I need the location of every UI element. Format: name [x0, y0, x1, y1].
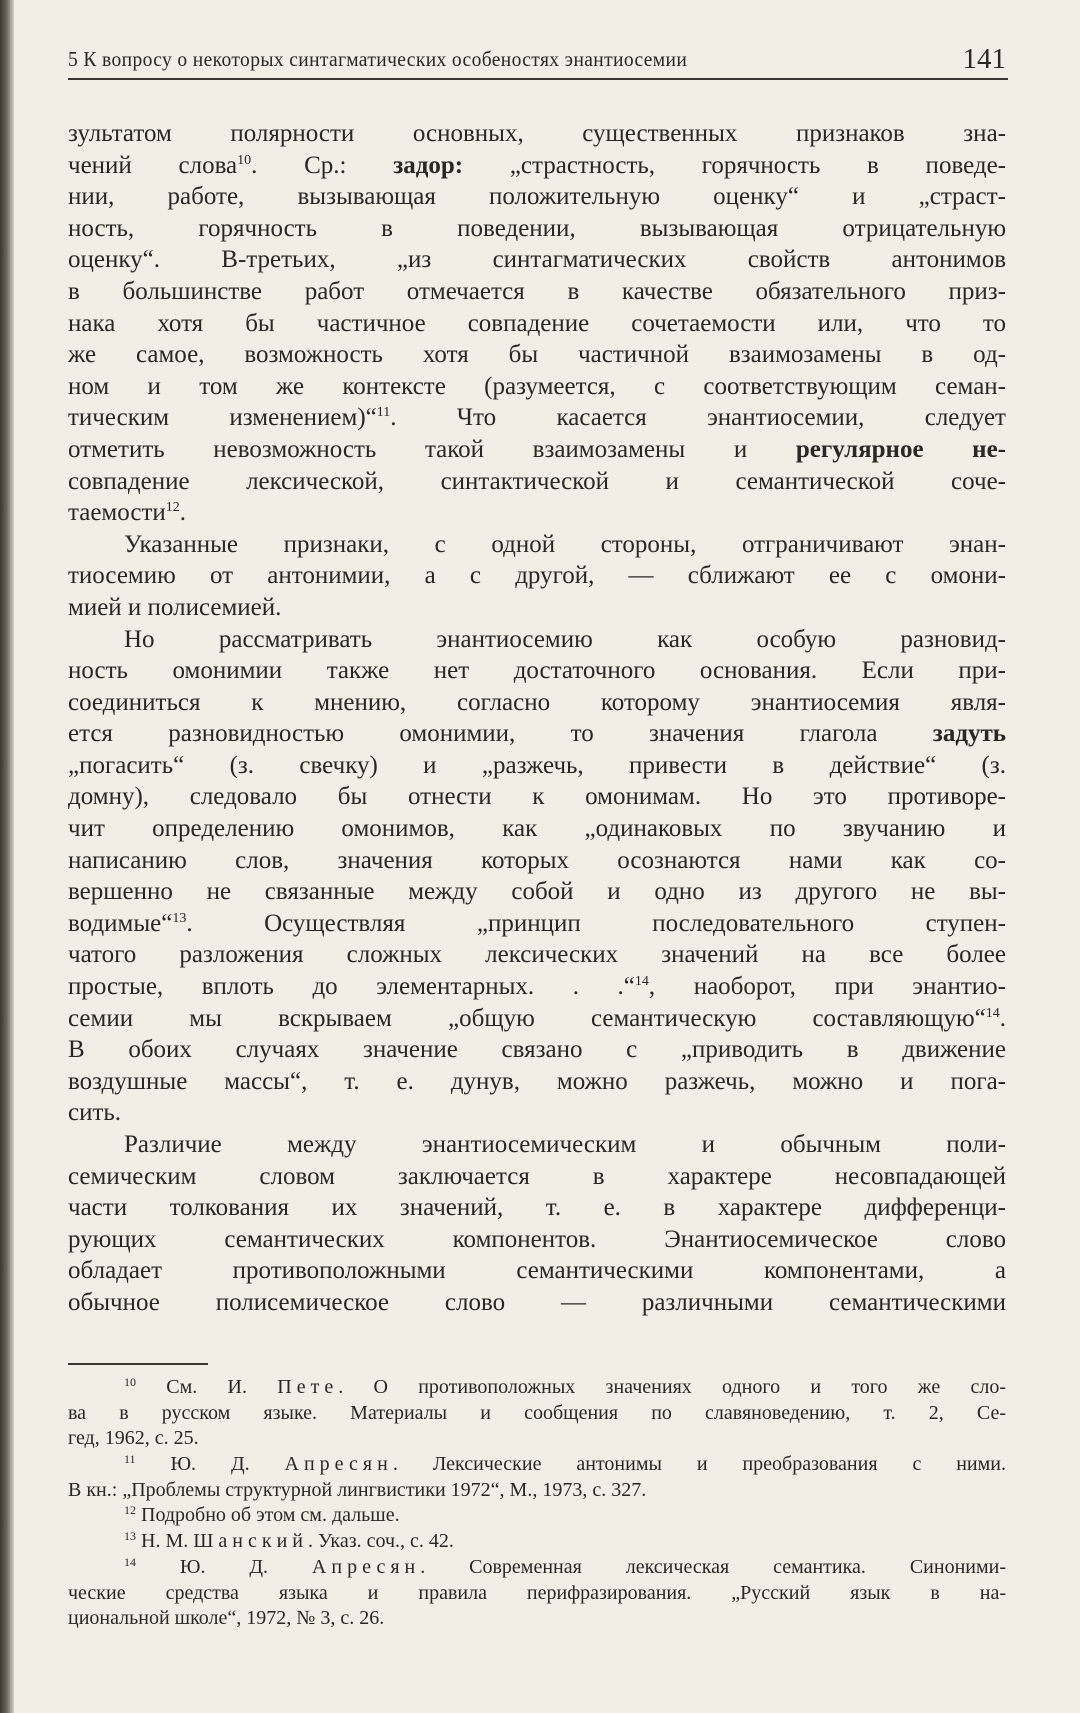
text-segment: . Что касается энантиосемии, следует: [390, 404, 1006, 432]
footnote-reference: 12: [124, 1503, 136, 1518]
text-line: [68, 1003, 1006, 1035]
footnote-reference: 14: [124, 1554, 136, 1569]
text-segment: оценку“. В-третьих, „из синтагматических свойств антонимов: [68, 246, 1006, 274]
text-line: [68, 276, 1006, 308]
bold-term: задор:: [393, 151, 464, 179]
text-segment: . О противоположных значениях одного и того же сло-: [338, 1376, 1006, 1398]
text-line: [68, 1129, 1006, 1161]
text-line: [68, 655, 1006, 687]
text-segment: . Осуществляя „принцип последовательного ступен-: [186, 909, 1006, 937]
text-segment: . Указ. соч., с. 42.: [308, 1530, 454, 1553]
text-segment: циональной школе“, 1972, № 3, с. 26.: [68, 1607, 385, 1630]
footnote-reference: 14: [634, 974, 649, 990]
text-segment: Апресян: [284, 1453, 393, 1476]
text-segment: отметить невозможность такой взаимозамены и: [68, 435, 796, 463]
text-segment: соединиться к мнению, согласно которому энантиосемия явля-: [68, 688, 1006, 716]
text-line: [68, 497, 1006, 529]
text-line: [68, 371, 1006, 403]
text-segment: Ю. Д.: [136, 1555, 312, 1578]
text-segment: Апресян: [311, 1555, 421, 1578]
text-segment: .: [179, 499, 187, 527]
text-segment: части толкования их значений, т. е. в характере дифференци-: [68, 1194, 1006, 1222]
footnote-separator: [68, 1363, 208, 1365]
text-segment: чит определению омонимов, как „одинаковых по звучанию и: [68, 815, 1006, 843]
text-line: [68, 560, 1006, 592]
text-segment: семии мы вскрываем „общую семантическую составляющую“: [68, 1004, 986, 1032]
text-line: [68, 813, 1006, 845]
text-segment: , наоборот, при энантио-: [648, 973, 1006, 1001]
text-segment: ческие средства языка и правила перифразирования. „Русский язык в на-: [68, 1581, 1006, 1604]
footnote-reference: 11: [376, 405, 391, 421]
footnote-line: [68, 1426, 1006, 1452]
text-line: [68, 244, 1006, 276]
text-segment: . Ср.:: [251, 151, 394, 179]
text-segment: ность, горячность в поведении, вызывающая отрицательную: [68, 214, 1006, 242]
text-line: [68, 876, 1006, 908]
text-segment: В обоих случаях значение связано с „приводить в движение: [68, 1036, 1006, 1064]
footnote-line: [68, 1555, 1006, 1581]
text-segment: зультатом полярности основных, существенных признаков зна-: [68, 120, 1006, 147]
text-segment: семическим словом заключается в характере несовпадающей: [68, 1162, 1006, 1190]
text-line: [68, 1097, 1006, 1129]
text-segment: тиосемию от антонимии, а с другой, — сближают ее с омони-: [68, 562, 1006, 590]
text-line: [68, 971, 1006, 1003]
text-segment: же самое, возможность хотя бы частичной взаимозамены в од-: [68, 341, 1006, 369]
text-segment: „страстность, горячность в поведе-: [463, 151, 1006, 179]
text-segment: мией и полисемией.: [68, 593, 282, 621]
footnote-reference: 11: [124, 1452, 136, 1467]
text-segment: нии, работе, вызывающая положительную оценку“ и „страст-: [68, 183, 1006, 211]
footnote-line: [68, 1581, 1006, 1607]
text-line: [68, 1034, 1006, 1066]
footnote-reference: 12: [165, 500, 180, 516]
text-segment: тическим изменением)“: [68, 404, 377, 432]
text-segment: домну), следовало бы отнести к омонимам. Но это противоре-: [68, 783, 1006, 811]
main-text: [68, 118, 1006, 1319]
footnote-line: [68, 1401, 1006, 1427]
text-segment: водимые“: [68, 909, 173, 937]
footnote-reference: 13: [124, 1529, 136, 1544]
text-line: [68, 529, 1006, 561]
text-segment: . Современная лексическая семантика. Синоними-: [420, 1555, 1006, 1578]
text-segment: гед, 1962, с. 25.: [68, 1427, 199, 1450]
text-line: [68, 592, 1006, 624]
text-segment: в большинстве работ отмечается в качестве обязательного приз-: [68, 277, 1006, 305]
text-line: [68, 1161, 1006, 1193]
text-segment: Различие между энантиосемическим и обычным поли-: [124, 1131, 1006, 1158]
text-segment: простые, вплоть до элементарных. . .“: [68, 973, 635, 1001]
text-segment: ется разновидностью омонимии, то значения глагола: [68, 720, 933, 748]
text-segment: чений слова: [68, 151, 238, 179]
text-segment: рующих семантических компонентов. Энантиосемическое слово: [68, 1225, 1006, 1253]
text-line: [68, 402, 1006, 434]
text-line: [68, 181, 1006, 213]
footnote-reference: 14: [985, 1005, 1000, 1021]
text-segment: таемости: [68, 499, 166, 527]
footnote-line: [68, 1452, 1006, 1478]
footnote-line: [68, 1529, 1006, 1555]
book-binding-shadow: [0, 0, 14, 1713]
text-segment: ном и том же контексте (разумеется, с соответствующим семан-: [68, 372, 1006, 400]
text-segment: . Лексические антонимы и преобразования с ними.: [392, 1453, 1006, 1476]
footnote-line: [68, 1478, 1006, 1504]
text-segment: Подробно об этом см. дальше.: [136, 1504, 400, 1527]
text-line: [68, 1192, 1006, 1224]
footnote-reference: 10: [237, 152, 252, 168]
text-segment: совпадение лексической, синтактической и семантической соче-: [68, 467, 1006, 495]
text-line: [68, 339, 1006, 371]
text-segment: Но рассматривать энантиосемию как особую разновид-: [124, 625, 1006, 653]
text-segment: ность омонимии также нет достаточного основания. Если при-: [68, 657, 1006, 685]
footnote-line: [68, 1503, 1006, 1529]
text-segment: Ю. Д.: [135, 1453, 285, 1476]
text-segment: „погасить“ (з. свечку) и „разжечь, привести в действие“ (з.: [68, 751, 1006, 779]
text-segment: нака хотя бы частичное совпадение сочетаемости или, что то: [68, 309, 1006, 337]
text-segment: Пете: [277, 1376, 339, 1398]
text-segment: Указанные признаки, с одной стороны, отграничивают энан-: [124, 530, 1006, 558]
text-segment: вершенно не связанные между собой и одно из другого не вы-: [68, 878, 1006, 906]
text-segment: воздушные массы“, т. е. дунув, можно разжечь, можно и пога-: [68, 1067, 1006, 1095]
text-segment: ва в русском языке. Материалы и сообщения по славяноведению, т. 2, Се-: [68, 1401, 1006, 1424]
text-segment: написанию слов, значения которых осознаются нами как со-: [68, 846, 1006, 874]
text-line: [68, 1224, 1006, 1256]
running-header: [68, 38, 1008, 80]
bold-term: задуть: [932, 720, 1006, 748]
text-line: [68, 845, 1006, 877]
text-segment: .: [999, 1004, 1006, 1032]
text-line: [68, 718, 1006, 750]
page-number: 141: [962, 43, 1006, 75]
text-line: [68, 687, 1006, 719]
text-line: [68, 750, 1006, 782]
footnote-reference: 10: [124, 1375, 136, 1389]
text-segment: Н. М.: [136, 1530, 194, 1553]
text-segment: В кн.: „Проблемы структурной лингвистики 1972“, М., 1973, с. 327.: [68, 1478, 647, 1501]
text-line: [68, 781, 1006, 813]
text-segment: обладает противоположными семантическими компонентами, а: [68, 1257, 1006, 1285]
text-line: [68, 908, 1006, 940]
text-line: [68, 308, 1006, 340]
footnotes: [68, 1375, 1006, 1632]
text-line: [68, 118, 1006, 150]
bold-term: регулярное не-: [795, 435, 1006, 463]
text-line: [68, 213, 1006, 245]
text-line: [68, 434, 1006, 466]
text-segment: чатого разложения сложных лексических значений на все более: [68, 941, 1006, 969]
text-line: [68, 150, 1006, 182]
text-line: [68, 1287, 1006, 1319]
running-title: 5 К вопросу о некоторых синтагматических особеностях энантиосемии: [68, 47, 688, 71]
text-segment: обычное полисемическое слово — различными семантическими: [68, 1288, 1006, 1316]
text-line: [68, 624, 1006, 656]
text-segment: сить.: [68, 1099, 122, 1127]
footnote-line: [68, 1375, 1006, 1401]
text-line: [68, 1255, 1006, 1287]
text-segment: Шанский: [193, 1530, 308, 1553]
footnote-line: [68, 1606, 1006, 1632]
text-segment: См. И.: [136, 1376, 278, 1398]
text-line: [68, 466, 1006, 498]
footnote-reference: 13: [172, 910, 187, 926]
text-line: [68, 1066, 1006, 1098]
text-line: [68, 939, 1006, 971]
